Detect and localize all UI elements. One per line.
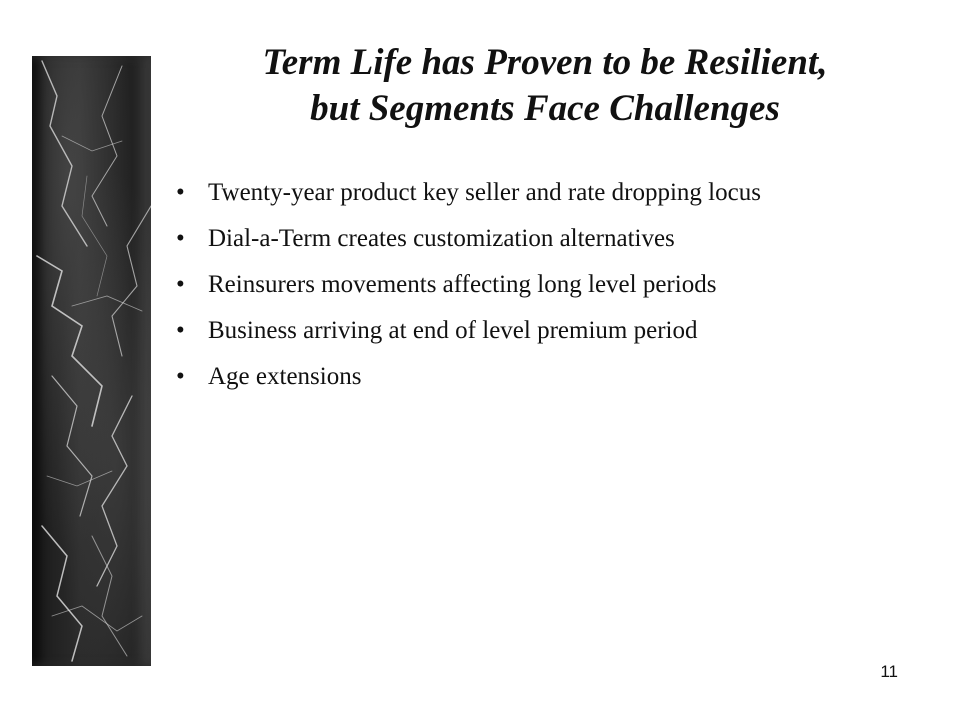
slide-title-line-2: but Segments Face Challenges <box>310 88 780 129</box>
bullet-dot-icon: • <box>176 179 185 206</box>
marble-texture <box>32 56 151 666</box>
bullet-text: Twenty-year product key seller and rate dropping locus <box>208 179 761 206</box>
bullet-dot-icon: • <box>176 225 185 252</box>
bullet-item <box>172 270 912 300</box>
decorative-marble-bar <box>32 56 151 666</box>
bullet-item <box>172 178 912 208</box>
bullet-item <box>172 224 912 254</box>
page-number: 11 <box>880 662 898 681</box>
bullet-text: Age extensions <box>208 363 362 390</box>
bullet-dot-icon: • <box>176 271 185 298</box>
bullet-list <box>172 178 912 408</box>
bullet-dot-icon: • <box>176 317 185 344</box>
bullet-text: Dial-a-Term creates customization alternatives <box>208 225 675 252</box>
slide-title-line-1: Term Life has Proven to be Resilient, <box>262 42 828 83</box>
bullet-item <box>172 362 912 392</box>
bullet-text: Reinsurers movements affecting long level periods <box>208 271 717 298</box>
bullet-item <box>172 316 912 346</box>
bullet-text: Business arriving at end of level premium period <box>208 317 698 344</box>
bullet-dot-icon: • <box>176 363 185 390</box>
slide-title <box>170 40 920 132</box>
